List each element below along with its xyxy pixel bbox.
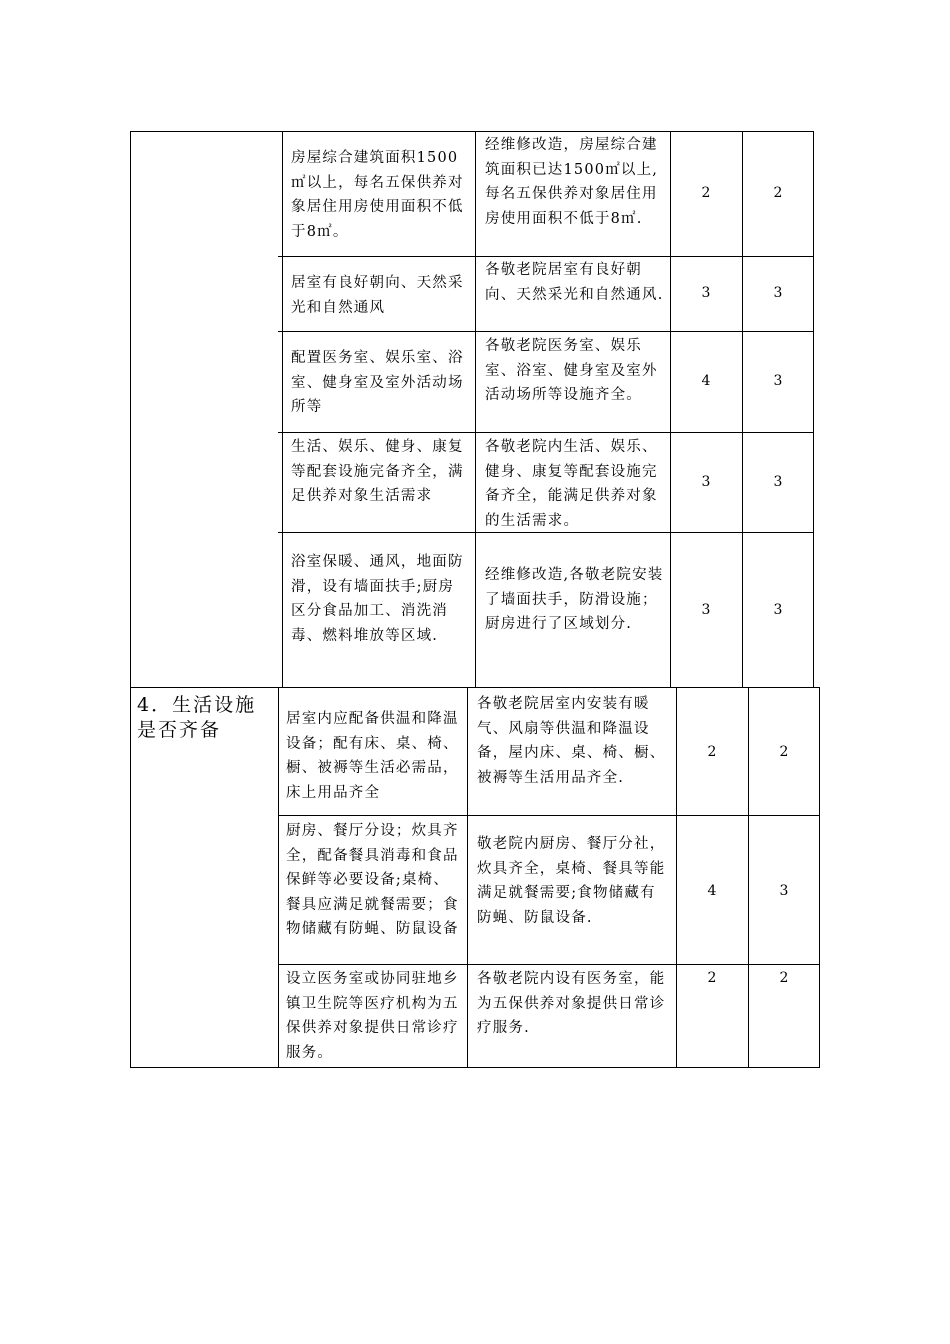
score-b: 3 bbox=[773, 285, 783, 301]
row-divider bbox=[278, 256, 814, 257]
column-divider bbox=[742, 131, 743, 688]
score-b: 3 bbox=[773, 373, 783, 389]
score-a: 2 bbox=[707, 744, 717, 760]
column-divider bbox=[676, 688, 677, 1068]
standard-cell: 居室内应配备供温和降温设备；配有床、桌、椅、橱、被褥等生活必需品，床上用品齐全 bbox=[286, 711, 459, 801]
row-divider bbox=[278, 432, 814, 433]
standard-cell: 浴室保暖、通风，地面防滑，设有墙面扶手;厨房区分食品加工、消洗消毒、燃料堆放等区域. bbox=[291, 554, 464, 644]
score-a: 3 bbox=[701, 285, 711, 301]
result-cell: 各敬老院内设有医务室，能为五保供养对象提供日常诊疗服务. bbox=[477, 971, 666, 1036]
column-divider bbox=[467, 688, 468, 1068]
table-border bbox=[130, 131, 814, 132]
result-cell: 经维修改造，房屋综合建筑面积已达1500㎡以上,每名五保供养对象居住用房使用面积不低于8㎡. bbox=[485, 137, 659, 227]
table-border bbox=[819, 688, 820, 1068]
standard-cell: 生活、娱乐、健身、康复等配套设施完备齐全，满足供养对象生活需求 bbox=[291, 439, 464, 504]
result-cell: 各敬老院居室有良好朝向、天然采光和自然通风. bbox=[485, 262, 664, 303]
column-divider bbox=[670, 131, 671, 688]
row-divider bbox=[278, 964, 820, 965]
column-divider bbox=[278, 688, 279, 1068]
standard-cell: 设立医务室或协同驻地乡镇卫生院等医疗机构为五保供养对象提供日常诊疗服务。 bbox=[286, 971, 459, 1061]
score-b: 3 bbox=[773, 474, 783, 490]
result-cell: 经维修改造,各敬老院安装了墙面扶手，防滑设施；厨房进行了区域划分. bbox=[485, 567, 664, 632]
score-a: 2 bbox=[701, 185, 711, 201]
standard-cell: 配置医务室、娱乐室、浴室、健身室及室外活动场所等 bbox=[291, 350, 464, 415]
standard-cell: 厨房、餐厅分设；炊具齐全，配备餐具消毒和食品保鲜等必要设备;桌椅、餐具应满足就餐需要；食物储藏有防蝇、防鼠设备 bbox=[286, 823, 459, 937]
result-cell: 各敬老院居室内安装有暖气、风扇等供温和降温设备，屋内床、桌、椅、橱、被褥等生活用品齐全. bbox=[477, 696, 666, 786]
table-border bbox=[813, 131, 814, 688]
table-border bbox=[130, 1067, 820, 1068]
row-divider bbox=[278, 815, 820, 816]
table-border bbox=[130, 131, 131, 1068]
score-b: 2 bbox=[779, 744, 789, 760]
column-divider bbox=[748, 688, 749, 1068]
standard-cell: 居室有良好朝向、天然采光和自然通风 bbox=[291, 275, 464, 316]
column-divider bbox=[282, 131, 283, 688]
score-a: 4 bbox=[707, 883, 717, 899]
score-a: 2 bbox=[707, 970, 717, 986]
standard-cell: 房屋综合建筑面积1500㎡以上，每名五保供养对象居住用房使用面积不低于8㎡。 bbox=[291, 150, 464, 240]
column-divider bbox=[475, 131, 476, 688]
result-cell: 敬老院内厨房、餐厅分社，炊具齐全，桌椅、餐具等能满足就餐需要;食物储藏有防蝇、防鼠设备. bbox=[477, 836, 666, 926]
row-divider bbox=[278, 331, 814, 332]
score-b: 2 bbox=[779, 970, 789, 986]
score-a: 4 bbox=[701, 373, 711, 389]
score-b: 3 bbox=[779, 883, 789, 899]
score-b: 2 bbox=[773, 185, 783, 201]
score-a: 3 bbox=[701, 602, 711, 618]
score-a: 3 bbox=[701, 474, 711, 490]
category-title: 4．生活设施是否齐备 bbox=[137, 694, 257, 741]
result-cell: 各敬老院内生活、娱乐、健身、康复等配套设施完备齐全，能满足供养对象的生活需求。 bbox=[485, 439, 658, 529]
score-b: 3 bbox=[773, 602, 783, 618]
result-cell: 各敬老院医务室、娱乐室、浴室、健身室及室外活动场所等设施齐全。 bbox=[485, 338, 658, 403]
